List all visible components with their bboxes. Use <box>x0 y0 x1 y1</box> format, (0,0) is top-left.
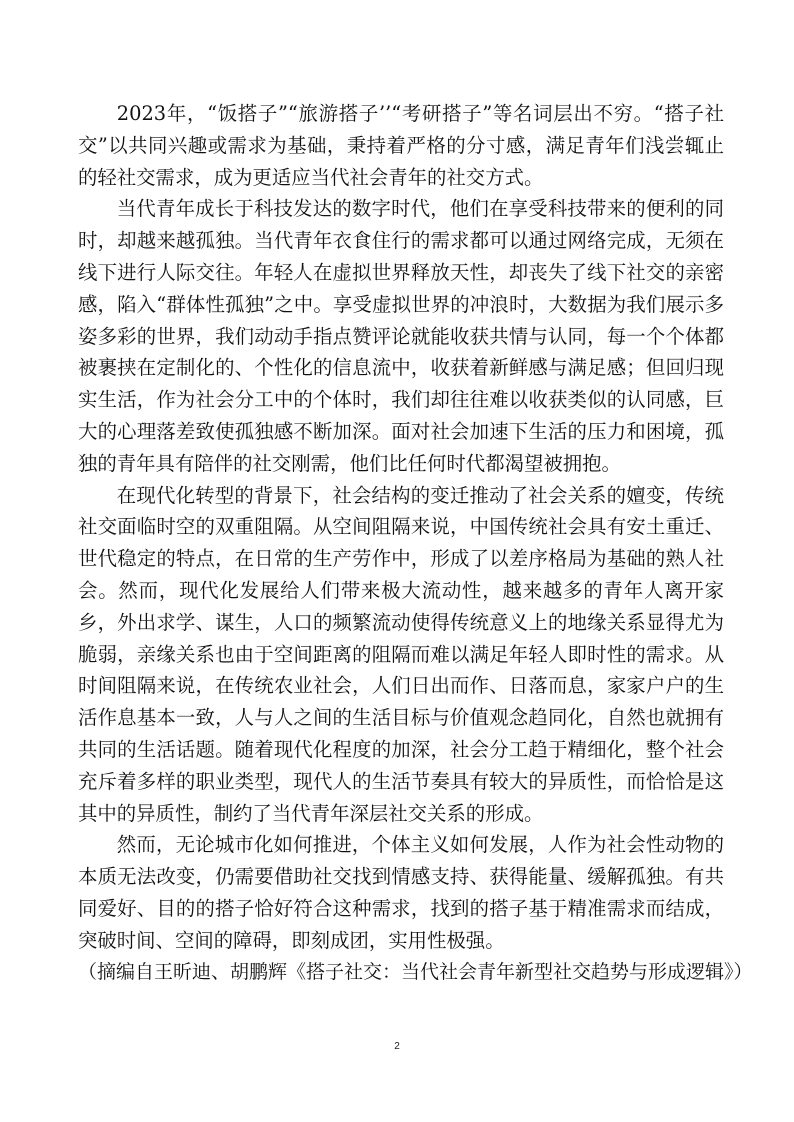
paragraph-4: 然而，无论城市化如何推进，个体主义如何发展，人作为社会性动物的本质无法改变，仍需要借助社交找到情感支持、获得能量、缓解孤独。有共同爱好、目的的搭子恰好符合这种需求，找到的搭子基于精准需求而结成，突破时间、空间的障碍，即刻成团，实用性极强。 <box>78 833 724 952</box>
article-body <box>78 98 753 988</box>
paragraph-2: 当代青年成长于科技发达的数字时代，他们在享受科技带来的便利的同时，却越来越孤独。当代青年衣食住行的需求都可以通过网络完成，无须在线下进行人际交往。年轻人在虚拟世界释放天性，却丧失了线下社交的亲密感，陷入“群体性孤独”之中。享受虚拟世界的冲浪时，大数据为我们展示多姿多彩的世界，我们动动手指点赞评论就能收获共情与认同，每一个个体都被裹挟在定制化的、个性化的信息流中，收获着新鲜感与满足感；但回归现实生活，作为社会分工中的个体时，我们却往往难以收获类似的认同感，巨大的心理落差致使孤独感不断加深。面对社会加速下生活的压力和困境，孤独的青年具有陪伴的社交刚需，他们比任何时代都渴望被拥抱。 <box>78 197 724 475</box>
source-citation: （摘编自王昕迪、胡鹏辉《搭子社交：当代社会青年新型社交趋势与形成逻辑》） <box>78 960 753 983</box>
page-number: 2 <box>394 1041 400 1052</box>
paragraph-1: 2023年，“饭搭子”“旅游搭子’’“考研搭子”等名词层出不穷。“搭子社交”以共同兴趣或需求为基础，秉持着严格的分寸感，满足青年们浅尝辄止的轻社交需求，成为更适应当代社会青年的社交方式。 <box>78 102 724 189</box>
paragraph-3: 在现代化转型的背景下，社会结构的变迁推动了社会关系的嬗变，传统社交面临时空的双重阻隔。从空间阻隔来说，中国传统社会具有安土重迁、世代稳定的特点，在日常的生产劳作中，形成了以差序格局为基础的熟人社会。然而，现代化发展给人们带来极大流动性，越来越多的青年人离开家乡，外出求学、谋生，人口的频繁流动使得传统意义上的地缘关系显得尤为脆弱，亲缘关系也由于空间距离的阻隔而难以满足年轻人即时性的需求。从时间阻隔来说，在传统农业社会，人们日出而作、日落而息，家家户户的生活作息基本一致，人与人之间的生活目标与价值观念趋同化，自然也就拥有共同的生活话题。随着现代化程度的加深，社会分工趋于精细化，整个社会充斥着多样的职业类型，现代人的生活节奏具有较大的异质性，而恰恰是这其中的异质性，制约了当代青年深层社交关系的形成。 <box>78 483 724 825</box>
